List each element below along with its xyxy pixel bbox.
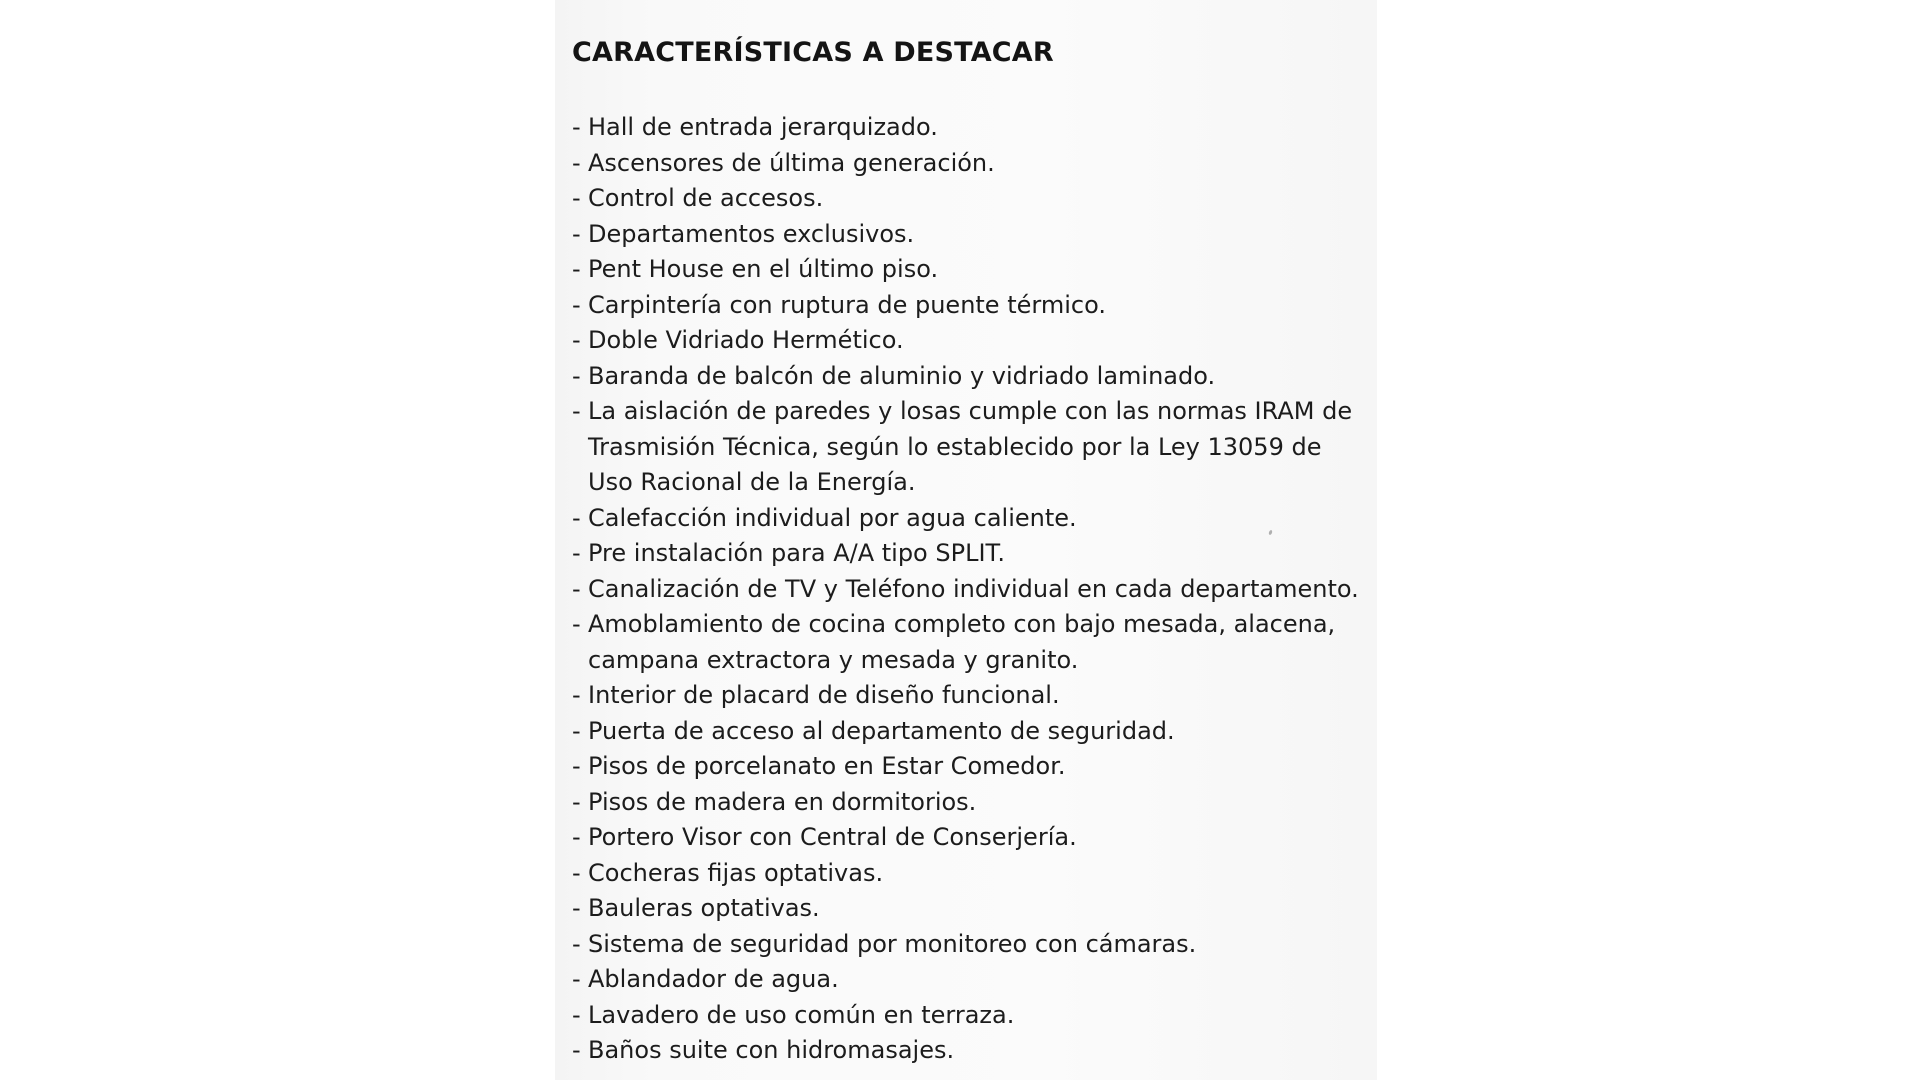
scanned-document	[555, 0, 1377, 1080]
feature-item: - La aislación de paredes y losas cumple con las normas IRAM de Trasmisión Técnica, según lo establecido por la Ley 13059 de Uso Racional de la Energía.	[572, 394, 1362, 501]
feature-item: - Canalización de TV y Teléfono individual en cada departamento.	[572, 572, 1362, 608]
feature-item: - Baños suite con hidromasajes.	[572, 1033, 1362, 1069]
feature-item: - Calefacción individual por agua caliente.	[572, 501, 1362, 537]
feature-item: - Carpintería con ruptura de puente térmico.	[572, 288, 1362, 324]
feature-item: - Cocheras fijas optativas.	[572, 856, 1362, 892]
feature-item: - Baranda de balcón de aluminio y vidriado laminado.	[572, 359, 1362, 395]
feature-item: - Bauleras optativas.	[572, 891, 1362, 927]
feature-item: - Control de accesos.	[572, 181, 1362, 217]
feature-item: - Amoblamiento de cocina completo con bajo mesada, alacena, campana extractora y mesada y granito.	[572, 607, 1362, 678]
feature-item: - Departamentos exclusivos.	[572, 217, 1362, 253]
feature-item: - Interior de placard de diseño funcional.	[572, 678, 1362, 714]
feature-item: - Pisos de madera en dormitorios.	[572, 785, 1362, 821]
feature-item: - Ablandador de agua.	[572, 962, 1362, 998]
feature-item: - Pre instalación para A/A tipo SPLIT.	[572, 536, 1362, 572]
document-title: CARACTERÍSTICAS A DESTACAR	[572, 37, 1054, 68]
feature-item: - Pent House en el último piso.	[572, 252, 1362, 288]
features-list	[572, 110, 1362, 1069]
feature-item: - Ascensores de última generación.	[572, 146, 1362, 182]
feature-item: - Hall de entrada jerarquizado.	[572, 110, 1362, 146]
feature-item: - Portero Visor con Central de Conserjería.	[572, 820, 1362, 856]
feature-item: - Puerta de acceso al departamento de seguridad.	[572, 714, 1362, 750]
feature-item: - Doble Vidriado Hermético.	[572, 323, 1362, 359]
feature-item: - Sistema de seguridad por monitoreo con cámaras.	[572, 927, 1362, 963]
feature-item: - Pisos de porcelanato en Estar Comedor.	[572, 749, 1362, 785]
feature-item: - Lavadero de uso común en terraza.	[572, 998, 1362, 1034]
